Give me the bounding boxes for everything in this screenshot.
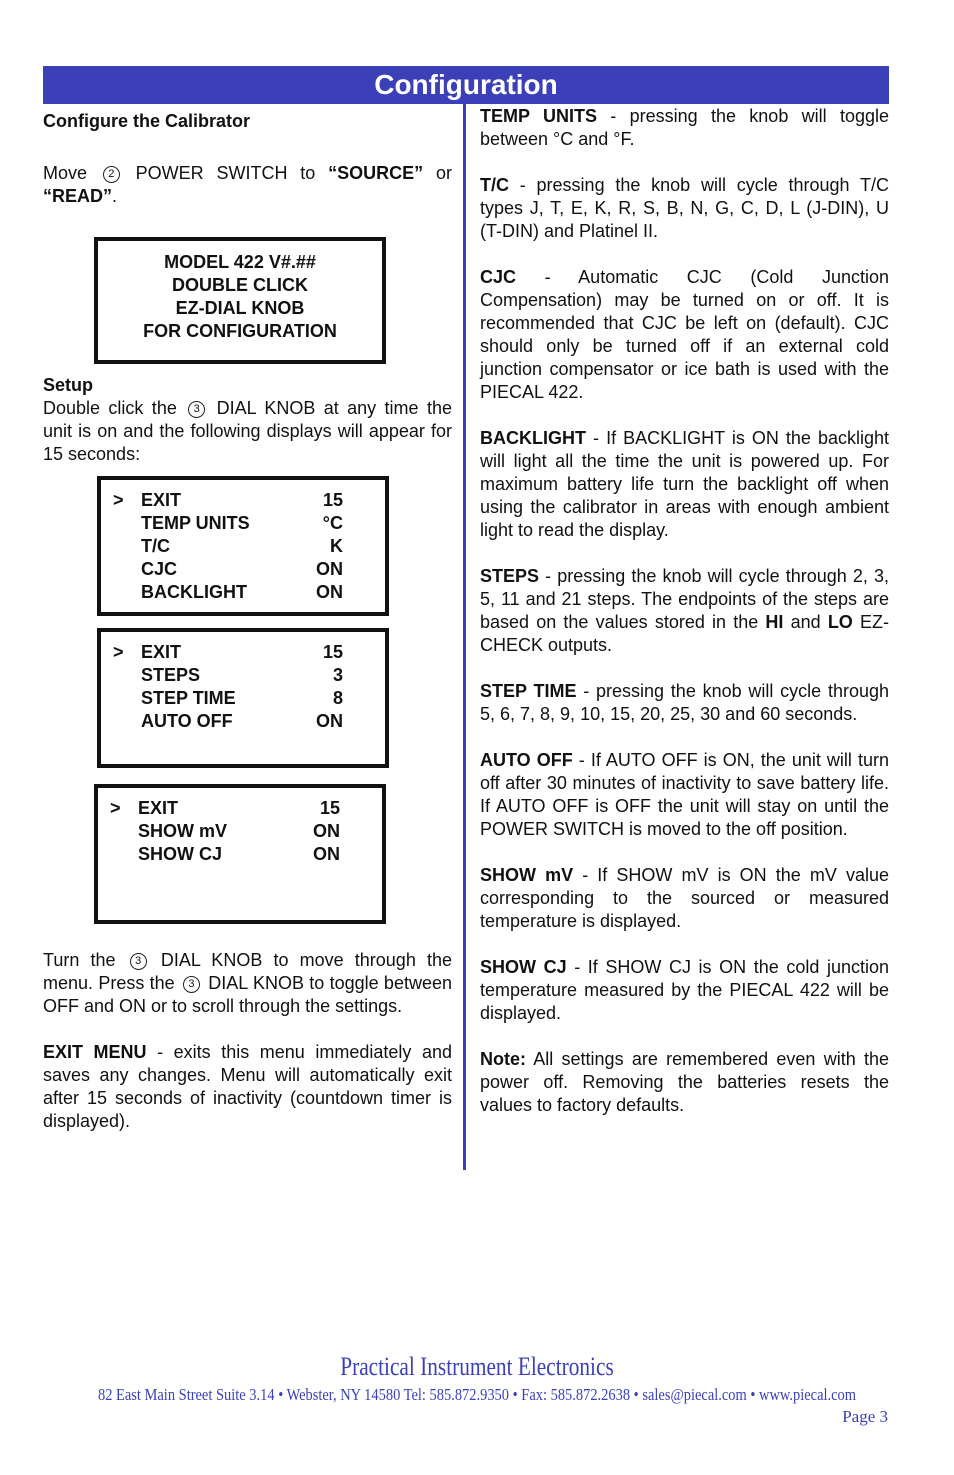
circled-number-3-icon: 3 — [183, 976, 200, 993]
display-box-menu-3 — [94, 784, 386, 924]
circled-number-2-icon: 2 — [103, 166, 120, 183]
menu-row: AUTO OFF ON — [141, 711, 343, 731]
exit-menu-description: EXIT MENU - exits this menu immediately and saves any changes. Menu will automatically exit after 15 seconds of inactivity (countdown timer is displayed). — [43, 1042, 452, 1131]
menu-row: SHOW mV ON — [138, 821, 340, 841]
circled-number-3-icon: 3 — [130, 953, 147, 970]
menu-row: STEPS 3 — [141, 665, 343, 685]
temp-units-description: TEMP UNITS - pressing the knob will toggle between °C and °F. — [480, 106, 889, 149]
note-text: Note: All settings are remembered even with the power off. Removing the batteries resets the values to factory defaults. — [480, 1049, 889, 1115]
setup-section — [43, 374, 452, 466]
move-instruction: Move 2 POWER SWITCH to “SOURCE” or “READ”. — [43, 163, 452, 206]
menu-row: CJC ON — [141, 559, 343, 579]
column-divider — [463, 104, 466, 1170]
company-address: 82 East Main Street Suite 3.14 • Webster, NY 14580 Tel: 585.872.9350 • Fax: 585.872.2638 • sales@piecal.com • www.piecal.com — [97, 1385, 856, 1404]
circled-number-3-icon: 3 — [188, 401, 205, 418]
turn-instruction: Turn the 3 DIAL KNOB to move through the menu. Press the 3 DIAL KNOB to toggle between OFF and ON or to scroll through the settings. — [43, 950, 452, 1016]
display-box-model — [94, 237, 386, 364]
configure-heading: Configure the Calibrator — [43, 111, 251, 131]
menu-row: > EXIT 15 — [110, 798, 340, 818]
left-lower-text — [43, 949, 452, 1133]
step-time-description: STEP TIME - pressing the knob will cycle through 5, 6, 7, 8, 9, 10, 15, 20, 25, 30 and 60 seconds. — [480, 681, 890, 724]
backlight-description: BACKLIGHT - If BACKLIGHT is ON the backlight will light all the time the unit is powered up. For maximum battery life turn the backlight off when using the calibrator in areas with enough ambient light to read the display. — [480, 428, 889, 540]
display-box-menu-2 — [97, 628, 389, 768]
company-name: Practical Instrument Electronics — [340, 1352, 614, 1381]
menu-row: STEP TIME 8 — [141, 688, 343, 708]
cjc-description: CJC - Automatic CJC (Cold Junction Compensation) may be turned on or off. It is recommended that CJC be left on (default). CJC should only be turned off if an external cold junction compensator or ice bath is used with the PIECAL 422. — [480, 267, 889, 402]
left-column — [43, 110, 452, 208]
menu-row: > EXIT 15 — [113, 642, 343, 662]
menu-row: T/C K — [141, 536, 343, 556]
display-line: FOR CONFIGURATION — [143, 321, 337, 341]
right-column — [480, 105, 889, 1117]
display-line: MODEL 422 V#.## — [164, 252, 316, 272]
menu-row: > EXIT 15 — [113, 490, 343, 510]
setup-heading: Setup — [43, 375, 94, 395]
show-cj-description: SHOW CJ - If SHOW CJ is ON the cold junction temperature measured by the PIECAL 422 will be displayed. — [480, 957, 889, 1023]
auto-off-description: AUTO OFF - If AUTO OFF is ON, the unit will turn off after 30 minutes of inactivity to save battery life. If AUTO OFF is OFF the unit will stay on until the POWER SWITCH is moved to the off position. — [480, 750, 889, 839]
section-title-banner: Configuration — [43, 66, 889, 104]
steps-description: STEPS - pressing the knob will cycle through 2, 3, 5, 11 and 21 steps. The endpoints of the steps are based on the values stored in the HI and LO EZ-CHECK outputs. — [480, 566, 889, 655]
setup-text: Double click the 3 DIAL KNOB at any time the unit is on and the following displays will appear for 15 seconds: — [43, 398, 452, 464]
tc-description: T/C - pressing the knob will cycle through T/C types J, T, E, K, R, S, B, N, G, C, D, L (J-DIN), U (T-DIN) and Platinel II. — [480, 175, 889, 241]
page-number: Page 3 — [842, 1407, 888, 1426]
display-line: EZ-DIAL KNOB — [175, 298, 305, 318]
display-box-menu-1 — [97, 476, 389, 616]
menu-row: BACKLIGHT ON — [141, 582, 343, 602]
menu-row: SHOW CJ ON — [138, 844, 340, 864]
display-line: DOUBLE CLICK — [172, 275, 308, 295]
menu-row: TEMP UNITS °C — [141, 513, 343, 533]
show-mv-description: SHOW mV - If SHOW mV is ON the mV value corresponding to the sourced or measured temperature is displayed. — [480, 865, 889, 931]
